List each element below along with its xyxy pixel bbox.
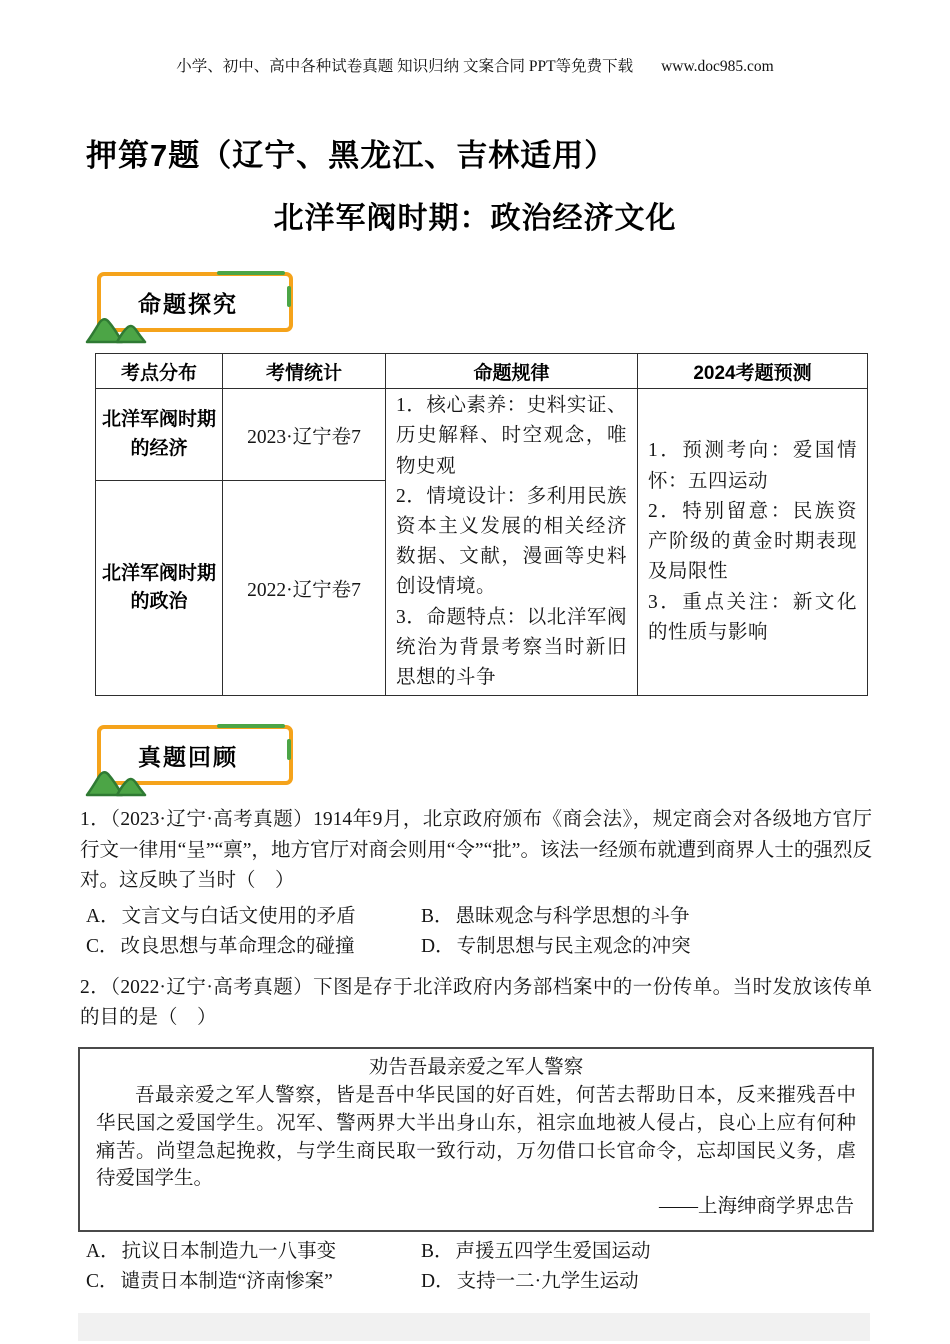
flyer-body: 吾最亲爱之军人警察，皆是吾中华民国的好百姓，何苦去帮助日本，反来摧残吾中华民国之爱国学生。况军、警两界大半出身山东，祖宗血地被人侵占，良心上应有何种痛苦。尚望急起挽救，与学生商民取一致行动，万勿借口长官命令，忘却国民义务，虐待爱国学生。 [96,1084,856,1190]
q1-option-d [421,933,872,961]
stat-cell-2023: 2023·辽宁卷7 [223,389,386,481]
question-1-options [86,903,872,962]
site-header-text: 小学、初中、高中各种试卷真题 知识归纳 文案合同 PPT等免费下载 [176,58,634,75]
prediction-item-3: 3．重点关注：新文化的性质与影响 [648,591,857,643]
flyer-source: ——上海绅商学界忠告 [658,1196,854,1218]
q2-option-a-label: A． [86,1241,120,1263]
badge-label-explore: 命题探究 [138,290,238,317]
stat-cell-2022: 2022·辽宁卷7 [223,481,386,696]
prediction-item-1: 1．预测考向：爱国情怀：五四运动 [648,440,857,492]
flyer-box [78,1047,874,1232]
rule-item-3: 3．命题特点：以北洋军阀统治为背景考察当时新旧思想的斗争 [396,606,627,689]
q1-option-a-text: 文言文与白话文使用的矛盾 [121,905,356,927]
q2-option-c [86,1268,421,1296]
table-header-row [96,354,868,389]
q2-option-b-text: 声援五四学生爱国运动 [455,1241,651,1263]
q1-option-d-label: D． [421,935,455,957]
q1-option-c-text: 改良思想与革命理念的碰撞 [120,935,355,957]
rule-item-2: 2．情境设计：多利用民族资本主义发展的相关经济数据、文献，漫画等史料创设情境。 [396,485,627,598]
q1-option-b-text: 愚昧观念与科学思想的斗争 [455,905,690,927]
q2-option-c-label: C． [86,1271,119,1293]
question-1-stem: 1．（2023·辽宁·高考真题）1914年9月，北京政府颁布《商会法》，规定商会对各级地方官厅行文一律用“呈”“禀”，地方官厅对商会则用“令”“批”。该法一经颁布就遭到商界人士的强烈反对。这反映了当时（ ） [80,809,872,892]
question-1 [0,805,950,961]
exam-analysis-table [95,353,868,696]
badge-accent-line-h [217,724,285,728]
prediction-item-2: 2．特别留意：民族资产阶级的黄金时期表现及局限性 [648,500,857,583]
q2-option-c-text: 谴责日本制造“济南惨案” [120,1271,333,1293]
q1-option-a-label: A． [86,905,120,927]
rule-item-1: 1．核心素养：史料实证、历史解释、时空观念，唯物史观 [396,395,627,477]
table-header-rules: 命题规律 [386,354,638,389]
badge-accent-line-h [217,271,285,275]
q1-option-b [421,903,872,931]
page-title: 押第7题（辽宁、黑龙江、吉林适用） [86,138,617,173]
question-2-stem: 2．（2022·辽宁·高考真题）下图是存于北洋政府内务部档案中的一份传单。当时发放该传单的目的是（ ） [80,977,872,1029]
page-subtitle: 北洋军阀时期：政治经济文化 [273,201,677,235]
predictions-cell [638,389,868,696]
q1-option-d-text: 专制思想与民主观念的冲突 [456,935,691,957]
question-2 [0,973,950,1297]
q1-option-a [86,903,421,931]
q2-option-b-label: B． [421,1241,454,1263]
q1-option-c-label: C． [86,935,119,957]
badge-label-review: 真题回顾 [138,743,238,770]
q2-option-d [421,1268,872,1296]
table-header-stat: 考情统计 [223,354,386,389]
q2-option-d-label: D． [421,1271,455,1293]
q2-option-b [421,1238,872,1266]
flyer-title: 劝告吾最亲爱之军人警察 [368,1056,584,1078]
table-row [96,389,868,481]
table-header-predictions: 2024考题预测 [638,354,868,389]
q2-option-d-text: 支持一二·九学生运动 [456,1271,639,1293]
topic-cell-economy: 北洋军阀时期的经济 [96,389,223,481]
topic-cell-politics: 北洋军阀时期的政治 [96,481,223,696]
q2-option-a-text: 抗议日本制造九一八事变 [121,1241,337,1263]
q2-option-a [86,1238,421,1266]
q1-option-b-label: B． [421,905,454,927]
site-header [0,0,950,76]
section-badge-explore [97,272,293,332]
site-url: www.doc985.com [661,58,774,75]
badge-accent-line-v [287,286,291,307]
rules-cell [386,389,638,696]
q1-option-c [86,933,421,961]
section-badge-review [97,725,293,785]
selection-highlight-bar [78,1313,870,1341]
badge-accent-line-v [287,739,291,760]
question-2-options [86,1238,872,1297]
table-header-topic: 考点分布 [96,354,223,389]
